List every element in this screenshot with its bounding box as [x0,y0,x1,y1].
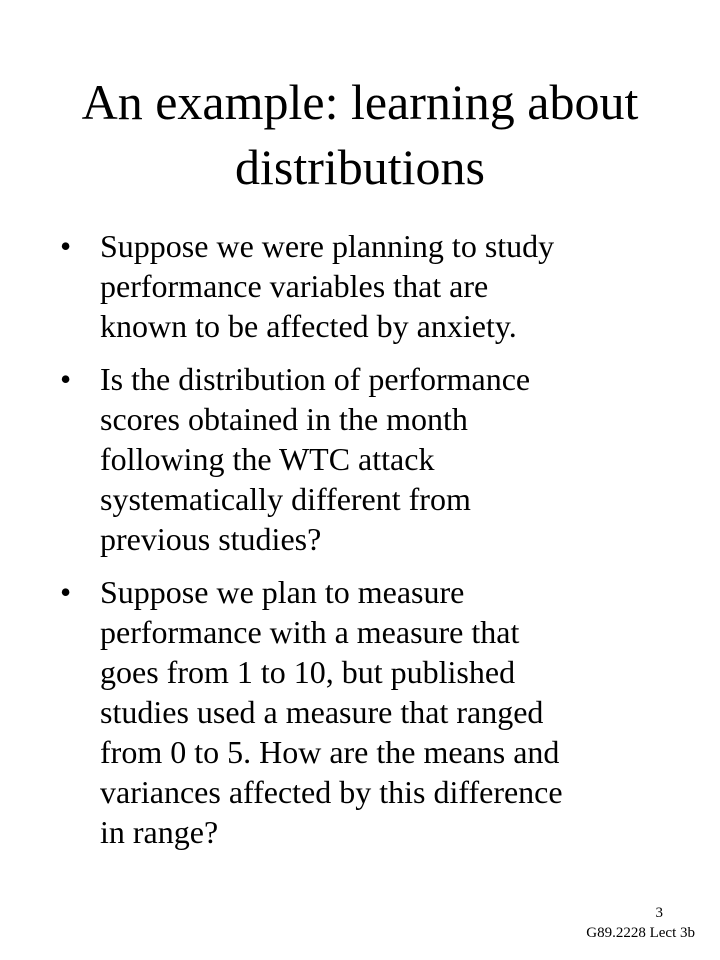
bullet-list [60,226,700,865]
bullet-item-planning [60,226,700,346]
bullet-marker: • [60,228,72,264]
bullet-marker: • [60,574,72,610]
slide-title: An example: learning about distributions [81,74,639,195]
course-code: G89.2228 Lect 3b [586,925,695,941]
bullet-text-planning: Suppose we were planning to study performance variables that are known to be affected by anxiety. [100,228,555,344]
bullet-text-measure: Suppose we plan to measure performance with a measure that goes from 1 to 10, but published studies used a measure that ranged from 0 to 5. How are the means and variances affected by this difference in range? [100,574,563,850]
bullet-text-distribution: Is the distribution of performance scores obtained in the month following the WTC attack systematically different from previous studies? [100,361,531,557]
page-number: 3 [655,905,663,921]
bullet-item-measure [60,572,700,852]
bullet-item-distribution [60,359,700,559]
bullet-marker: • [60,361,72,397]
